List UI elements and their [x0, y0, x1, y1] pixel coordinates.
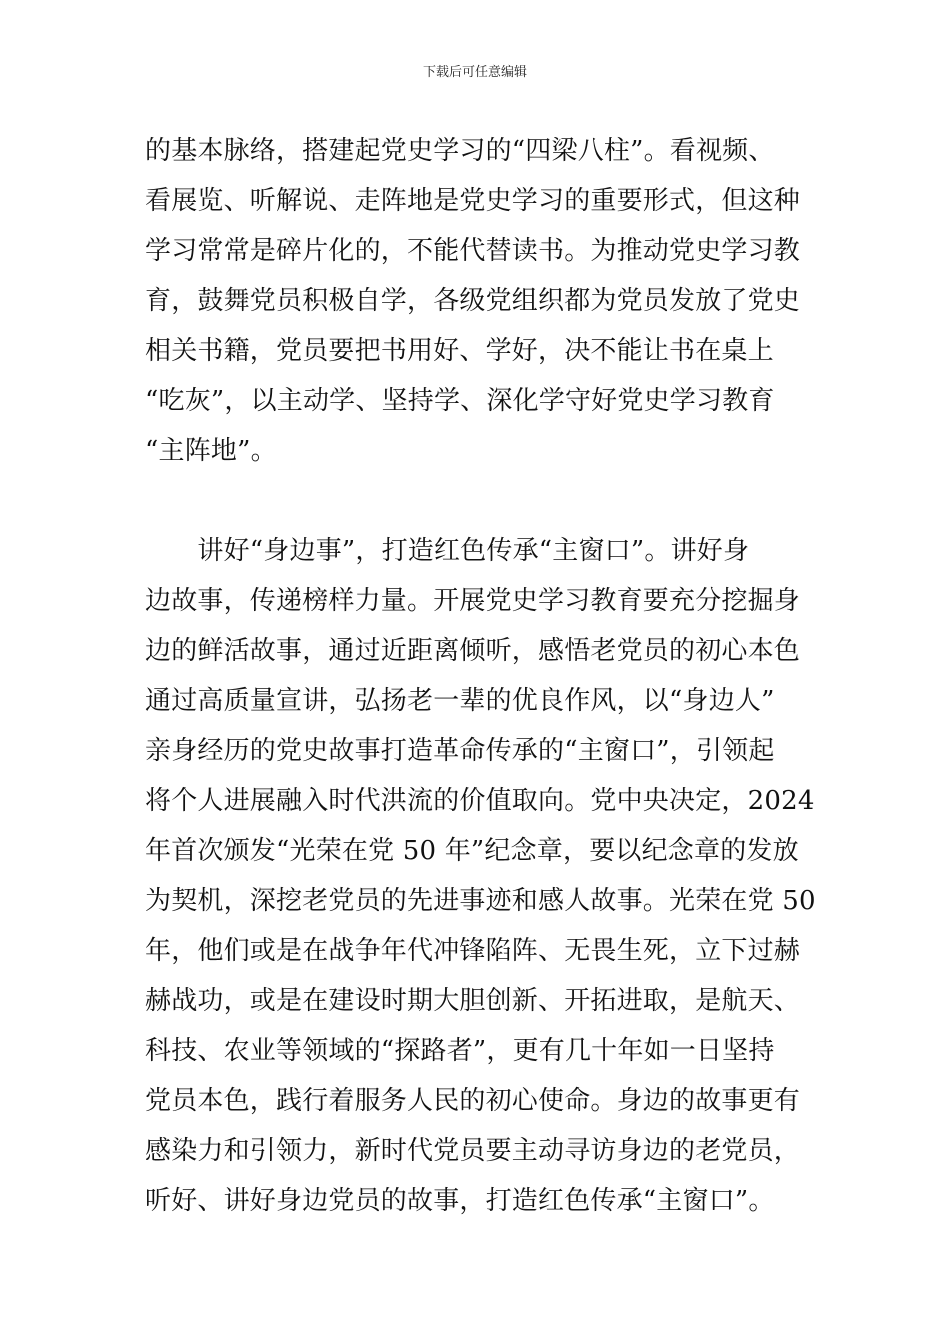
page-header: 下载后可任意编辑 [422, 65, 527, 80]
text-line: 的基本脉络，搭建起党史学习的“四梁八柱”。看视频、 [145, 136, 775, 166]
text-line: 科技、农业等领域的“探路者”，更有几十年如一日坚持 [145, 1036, 775, 1066]
text-line: 看展览、听解说、走阵地是党史学习的重要形式，但这种 [145, 186, 801, 216]
text-line: 学习常常是碎片化的，不能代替读书。为推动党史学习教 [145, 236, 801, 266]
text-line: “吃灰”，以主动学、坚持学、深化学守好党史学习教育 [145, 386, 775, 416]
text-line: 为契机，深挖老党员的先进事迹和感人故事。光荣在党 50 [145, 886, 816, 916]
text-line: 将个人进展融入时代洪流的价值取向。党中央决定，2024 [145, 786, 815, 816]
text-line: 感染力和引领力，新时代党员要主动寻访身边的老党员， [145, 1136, 801, 1166]
text-line: 育，鼓舞党员积极自学，各级党组织都为党员发放了党史 [145, 286, 801, 316]
document-body [145, 126, 815, 1226]
text-line: 亲身经历的党史故事打造革命传承的“主窗口”，引领起 [145, 736, 775, 766]
text-line: 年，他们或是在战争年代冲锋陷阵、无畏生死，立下过赫 [145, 936, 801, 966]
text-line: 边的鲜活故事，通过近距离倾听，感悟老党员的初心本色 [145, 636, 801, 666]
paragraph-2 [145, 526, 815, 1226]
text-line: 讲好“身边事”，打造红色传承“主窗口”。讲好身 [145, 536, 750, 566]
text-line: 年首次颁发“光荣在党 50 年”纪念章，要以纪念章的发放 [145, 836, 799, 866]
text-line: 党员本色，践行着服务人民的初心使命。身边的故事更有 [145, 1086, 801, 1116]
paragraph-gap [145, 476, 815, 526]
text-line: 听好、讲好身边党员的故事，打造红色传承“主窗口”。 [145, 1186, 775, 1216]
paragraph-1 [145, 126, 815, 476]
text-line: 相关书籍，党员要把书用好、学好，决不能让书在桌上 [145, 336, 774, 366]
text-line: “主阵地”。 [145, 436, 277, 466]
text-line: 赫战功，或是在建设时期大胆创新、开拓进取，是航天、 [145, 986, 801, 1016]
text-line: 边故事，传递榜样力量。开展党史学习教育要充分挖掘身 [145, 586, 801, 616]
text-line: 通过高质量宣讲，弘扬老一辈的优良作风，以“身边人” [145, 686, 775, 716]
